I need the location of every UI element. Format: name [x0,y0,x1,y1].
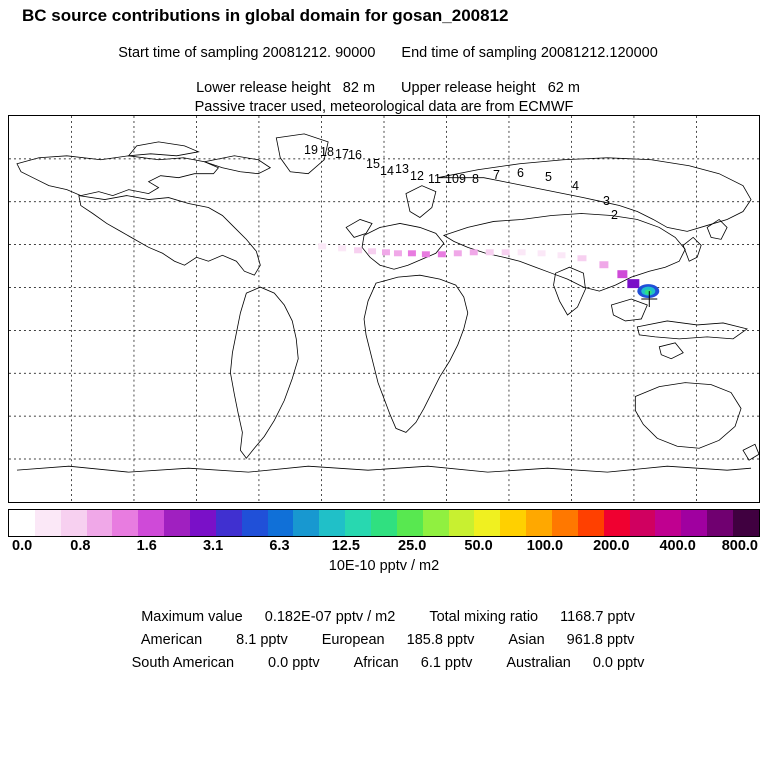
colorbar-swatch-4 [112,510,138,536]
region-value-south-american: 0.0 pptv [268,655,320,671]
upper-release-height-text: Upper release height 62 m [401,80,580,96]
day-label-8: 8 [472,172,479,186]
day-label-17: 17 [335,147,349,161]
day-label-15: 15 [366,157,380,171]
colorbar-swatch-19 [500,510,526,536]
lower-release-height-text: Lower release height 82 m [196,80,376,96]
plume-footprint [318,243,659,298]
day-label-4: 4 [572,179,579,193]
day-label-7: 7 [493,168,500,182]
coastlines [17,134,759,472]
colorbar-tick-7: 50.0 [464,538,493,554]
day-label-11: 11 [428,172,441,186]
colorbar-swatch-1 [35,510,61,536]
colorbar-swatch-11 [293,510,319,536]
total-mixing-ratio-value: 1168.7 pptv [560,609,635,625]
total-mixing-ratio-label: Total mixing ratio [429,609,539,625]
colorbar-tick-8: 100.0 [526,538,564,554]
day-label-3: 3 [603,194,610,208]
colorbar-gradient [8,509,760,537]
region-value-american: 8.1 pptv [236,632,288,648]
colorbar-swatch-2 [61,510,87,536]
colorbar-swatch-26 [681,510,707,536]
colorbar-swatch-21 [552,510,578,536]
colorbar-tick-5: 12.5 [331,538,360,554]
world-map [9,116,759,502]
colorbar-swatch-0 [9,510,35,536]
colorbar-swatch-14 [371,510,397,536]
colorbar-unit-label: 10E-10 pptv / m2 [328,558,440,574]
colorbar-swatch-17 [449,510,475,536]
colorbar-swatch-18 [474,510,500,536]
day-label-19: 19 [304,143,318,157]
region-value-african: 6.1 pptv [420,655,473,671]
colorbar-tick-labels [8,538,760,556]
region-name-african: African [353,655,399,671]
region-name-american: American [140,632,203,648]
region-name-south-american: South American [131,655,235,671]
colorbar-tick-11: 800.0 [721,538,758,554]
colorbar-swatch-27 [707,510,733,536]
colorbar-swatch-24 [630,510,656,536]
region-value-australian: 0.0 pptv [592,655,645,671]
start-time-text: Start time of sampling 20081212. 90000 [118,45,376,61]
colorbar-swatch-6 [164,510,190,536]
region-value-asian: 961.8 pptv [566,632,635,648]
release-height-line [0,64,768,96]
region-row-2 [0,639,768,671]
colorbar-swatch-9 [242,510,268,536]
colorbar-swatch-3 [87,510,113,536]
colorbar-tick-6: 25.0 [398,538,427,554]
max-value-text: 0.182E-07 pptv / m2 [264,609,396,625]
day-label-13: 13 [395,162,409,176]
day-label-2: 2 [611,208,618,222]
day-label-16: 16 [348,148,362,162]
map-panel[interactable] [8,115,760,503]
sampling-time-line [0,29,768,61]
colorbar-tick-9: 200.0 [593,538,630,554]
colorbar-swatch-22 [578,510,604,536]
day-label-14: 14 [380,164,394,178]
region-name-asian: Asian [508,632,545,648]
day-label-9: 9 [459,172,466,186]
colorbar-swatch-16 [423,510,449,536]
colorbar-swatch-8 [216,510,242,536]
region-name-australian: Australian [506,655,571,671]
region-name-european: European [321,632,385,648]
day-label-12: 12 [410,169,424,183]
tracer-info-line: Passive tracer used, meteorological data are from ECMWF [194,99,574,115]
colorbar-swatch-15 [397,510,423,536]
colorbar[interactable] [8,509,760,537]
colorbar-tick-10: 400.0 [659,538,696,554]
colorbar-swatch-7 [190,510,216,536]
colorbar-swatch-12 [319,510,345,536]
graticule [9,116,759,502]
day-label-6: 6 [517,166,524,180]
day-label-5: 5 [545,170,552,184]
colorbar-swatch-5 [138,510,164,536]
colorbar-swatch-13 [345,510,371,536]
page-title: BC source contributions in global domain for gosan_200812 [22,6,509,25]
day-label-10: 10 [445,172,459,186]
colorbar-swatch-25 [655,510,681,536]
end-time-text: End time of sampling 20081212.120000 [401,45,658,61]
region-value-european: 185.8 pptv [406,632,475,648]
colorbar-tick-4: 6.3 [269,538,290,554]
colorbar-tick-1: 0.8 [70,538,91,554]
colorbar-tick-0: 0.0 [12,538,33,554]
colorbar-swatch-20 [526,510,552,536]
colorbar-swatch-23 [604,510,630,536]
day-label-18: 18 [320,145,334,159]
colorbar-tick-2: 1.6 [136,538,157,554]
max-value-label: Maximum value [141,609,243,625]
colorbar-tick-3: 3.1 [202,538,224,554]
colorbar-swatch-10 [268,510,294,536]
colorbar-swatch-28 [733,510,759,536]
